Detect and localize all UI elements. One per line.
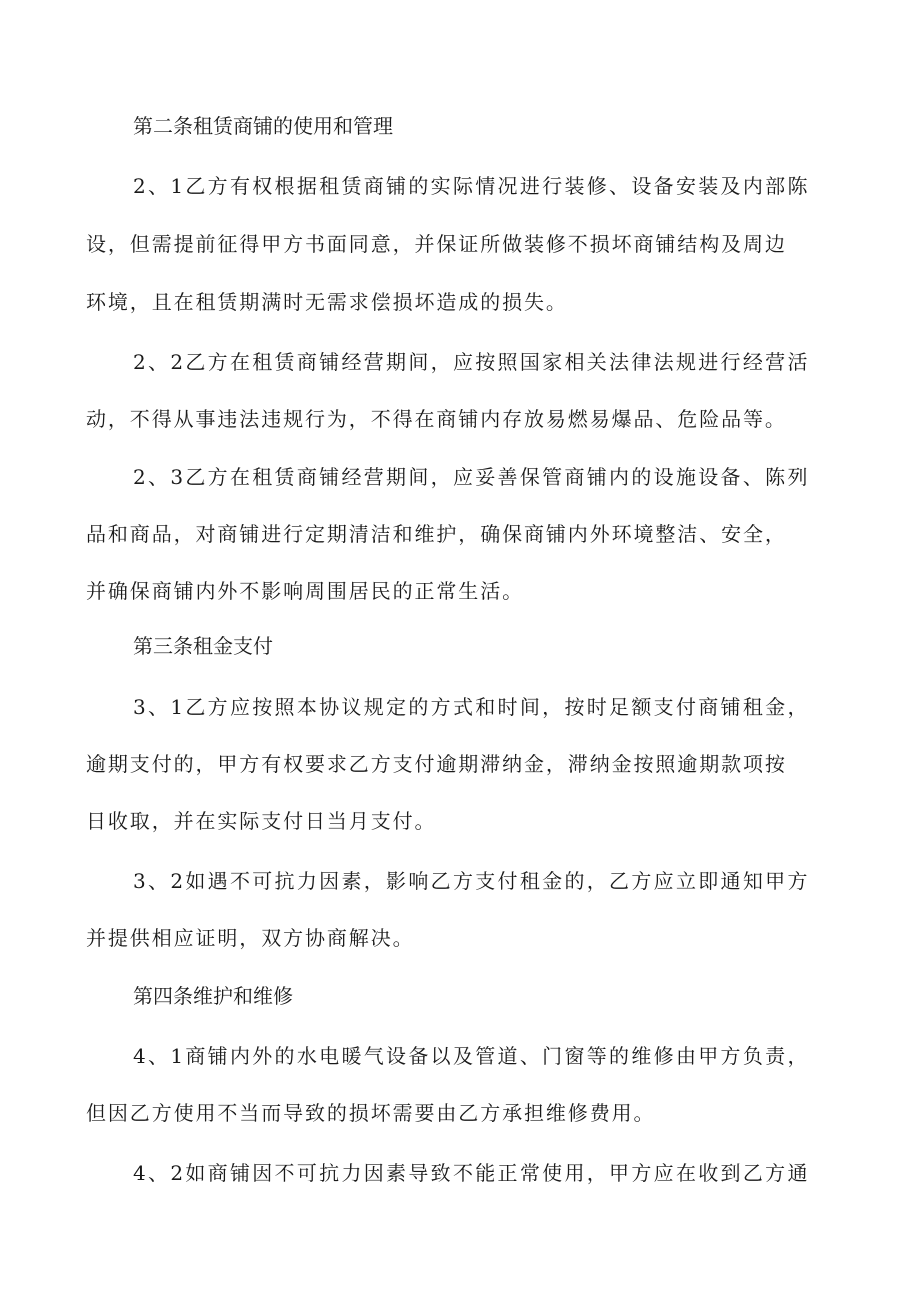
clause-2-2-line-1: 2、2乙方在租赁商铺经营期间，应按照国家相关法律法规进行经营活 [133,350,810,374]
article-4-heading: 第四条维护和维修 [133,984,293,1008]
clause-2-1-line-2: 设，但需提前征得甲方书面同意，并保证所做装修不损坏商铺结构及周边 [86,232,787,256]
clause-2-3-line-1: 2、3乙方在租赁商铺经营期间，应妥善保管商铺内的设施设备、陈列 [133,465,810,489]
clause-3-2-line-1: 3、2如遇不可抗力因素，影响乙方支付租金的，乙方应立即通知甲方 [133,869,810,893]
clause-2-1-line-3: 环境，且在租赁期满时无需求偿损坏造成的损失。 [86,290,568,314]
clause-3-1-line-3: 日收取，并在实际支付日当月支付。 [86,809,437,833]
clause-3-2-line-2: 并提供相应证明，双方协商解决。 [86,926,415,950]
clause-2-2-line-2: 动，不得从事违法违规行为，不得在商铺内存放易燃易爆品、危险品等。 [86,407,787,431]
clause-3-1-line-2: 逾期支付的，甲方有权要求乙方支付逾期滞纳金，滞纳金按照逾期款项按 [86,752,787,776]
clause-2-3-line-3: 并确保商铺内外不影响周围居民的正常生活。 [86,579,524,603]
clause-2-3-line-2: 品和商品，对商铺进行定期清洁和维护，确保商铺内外环境整洁、安全， [86,522,787,546]
clause-4-1-line-2: 但因乙方使用不当而导致的损坏需要由乙方承担维修费用。 [86,1101,656,1125]
clause-3-1-line-1: 3、1乙方应按照本协议规定的方式和时间，按时足额支付商铺租金， [133,695,810,719]
article-2-heading: 第二条租赁商铺的使用和管理 [133,114,393,138]
article-3-heading: 第三条租金支付 [133,634,273,658]
clause-4-1-line-1: 4、1商铺内外的水电暖气设备以及管道、门窗等的维修由甲方负责， [133,1044,810,1068]
clause-2-1-line-1: 2、1乙方有权根据租赁商铺的实际情况进行装修、设备安装及内部陈 [133,174,810,198]
clause-4-2-line-1: 4、2如商铺因不可抗力因素导致不能正常使用，甲方应在收到乙方通 [133,1161,810,1185]
